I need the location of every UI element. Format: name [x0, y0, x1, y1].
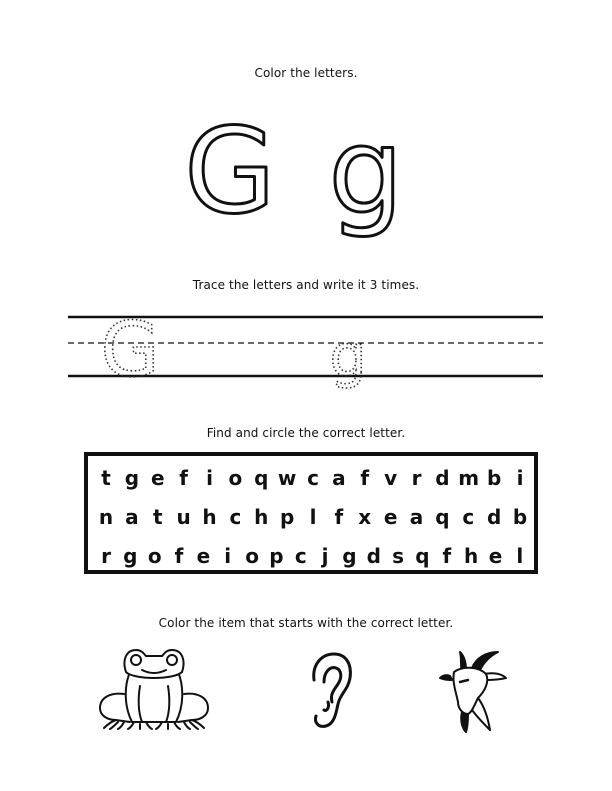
grid-letter[interactable]: r — [101, 544, 111, 568]
grid-letter[interactable]: t — [101, 466, 111, 490]
grid-letter[interactable]: h — [254, 505, 269, 529]
grid-letter[interactable]: s — [392, 544, 405, 568]
letter-search-grid — [84, 452, 538, 574]
grid-letter[interactable]: u — [176, 505, 191, 529]
grid-letter[interactable]: r — [411, 466, 422, 490]
grid-letter[interactable]: l — [516, 544, 524, 568]
grid-letter[interactable]: i — [206, 466, 213, 490]
grid-letter[interactable]: l — [309, 505, 317, 529]
grid-letter[interactable]: j — [321, 544, 329, 568]
grid-letter[interactable]: e — [383, 505, 398, 529]
grid-letter[interactable]: a — [409, 505, 424, 529]
grid-letter[interactable]: q — [254, 466, 269, 490]
instruction-color-letters: Color the letters. — [254, 66, 358, 80]
grid-row-2 — [96, 505, 530, 529]
grid-letter[interactable]: p — [269, 544, 284, 568]
grid-letter[interactable]: h — [464, 544, 479, 568]
grid-letter[interactable]: o — [228, 466, 243, 490]
grid-letter[interactable]: d — [486, 505, 502, 529]
grid-letter[interactable]: g — [342, 544, 357, 568]
instruction-find-circle: Find and circle the correct letter. — [206, 426, 406, 440]
grid-letter[interactable]: q — [415, 544, 430, 568]
grid-letter[interactable]: f — [442, 544, 452, 568]
grid-letter[interactable]: a — [125, 505, 139, 529]
grid-letter[interactable]: i — [516, 466, 524, 490]
grid-letter[interactable]: w — [277, 466, 297, 490]
grid-letter[interactable]: f — [360, 466, 370, 490]
grid-letter[interactable]: d — [366, 544, 381, 568]
outline-letter-upper: G — [184, 102, 276, 240]
grid-letter[interactable]: e — [196, 544, 211, 568]
grid-letter[interactable]: e — [488, 544, 503, 568]
goat-icon[interactable] — [438, 648, 510, 734]
instruction-trace-letters: Trace the letters and write it 3 times. — [192, 278, 420, 292]
grid-letter[interactable]: d — [435, 466, 450, 490]
grid-letter[interactable]: o — [147, 544, 162, 568]
grid-letter[interactable]: c — [294, 544, 307, 568]
grid-letter[interactable]: x — [358, 505, 372, 529]
ear-icon[interactable] — [304, 650, 354, 730]
grid-letter[interactable]: f — [334, 505, 344, 529]
grid-letter[interactable]: c — [462, 505, 475, 529]
grid-letter[interactable]: m — [458, 466, 480, 490]
grid-letter[interactable]: c — [307, 466, 319, 490]
grid-letter[interactable]: i — [224, 544, 232, 568]
grid-letter[interactable]: t — [152, 505, 163, 529]
grid-letter[interactable]: n — [98, 505, 114, 529]
grid-letter[interactable]: h — [202, 505, 217, 529]
grid-letter[interactable]: p — [279, 505, 295, 529]
grid-letter[interactable]: v — [384, 466, 398, 490]
grid-letter[interactable]: c — [229, 505, 242, 529]
trace-letter-lower: g — [329, 322, 367, 390]
grid-letter[interactable]: q — [435, 505, 450, 529]
trace-letter-upper: G — [100, 305, 160, 394]
grid-row-1 — [96, 466, 530, 490]
grid-letter[interactable]: o — [245, 544, 259, 568]
outline-letter-lower: g — [328, 102, 404, 240]
grid-letter[interactable]: f — [179, 466, 188, 490]
grid-letter[interactable]: g — [124, 466, 140, 490]
grid-letter[interactable]: b — [512, 505, 528, 529]
frog-icon[interactable] — [96, 642, 212, 730]
grid-letter[interactable]: g — [123, 544, 138, 568]
instruction-color-item: Color the item that starts with the correct letter. — [158, 616, 454, 630]
grid-letter[interactable]: f — [174, 544, 184, 568]
grid-row-3 — [96, 544, 530, 568]
grid-letter[interactable]: b — [486, 466, 502, 490]
grid-letter[interactable]: a — [332, 466, 346, 490]
grid-letter[interactable]: e — [150, 466, 165, 490]
